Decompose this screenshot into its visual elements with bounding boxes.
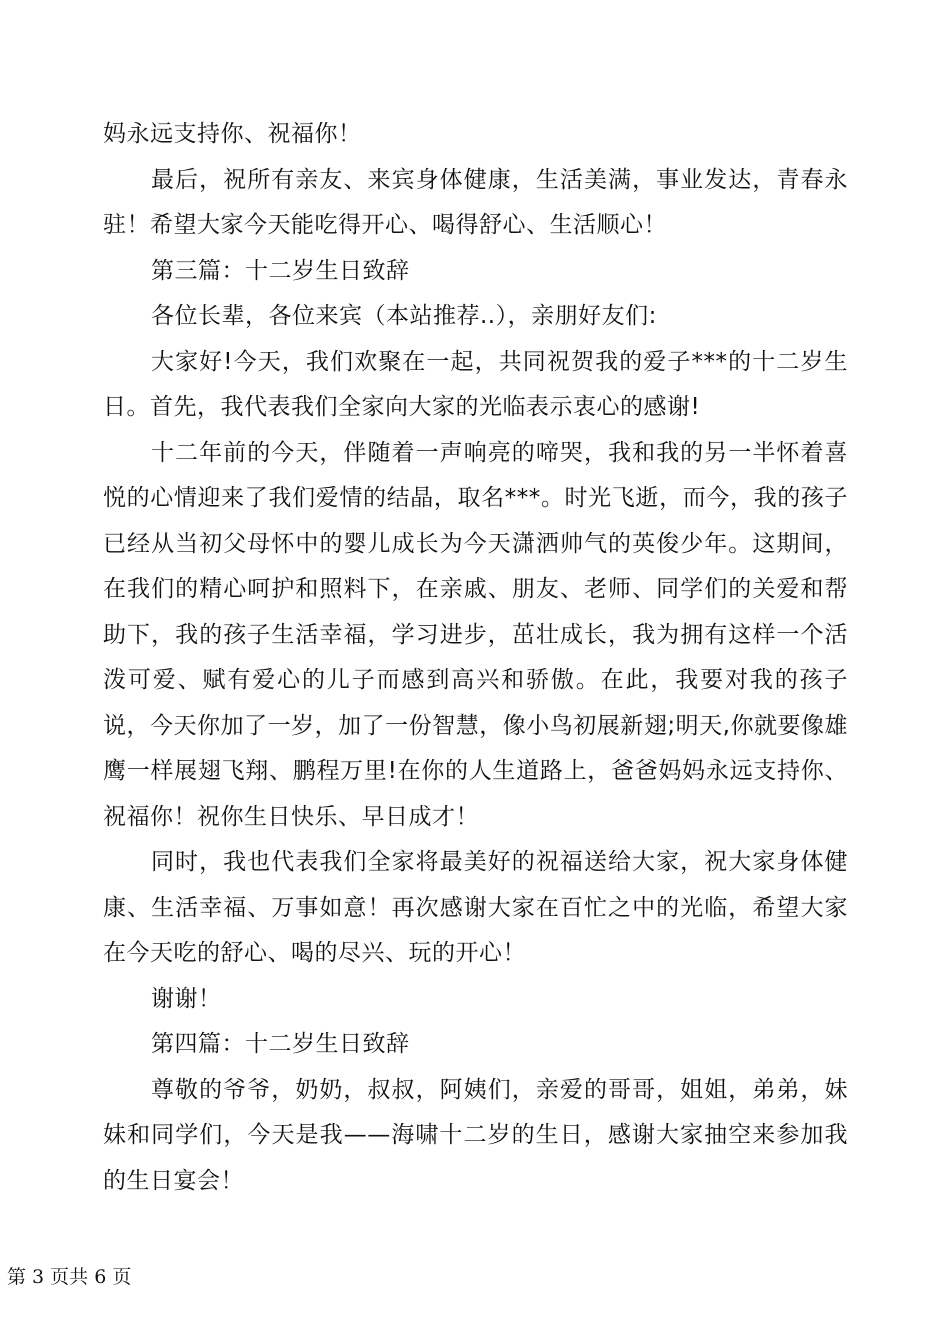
paragraph-opening-address: 尊敬的爷爷，奶奶，叔叔，阿姨们，亲爱的哥哥，姐姐，弟弟，妹妹和同学们，今天是我——海啸十二岁的生日，感谢大家抽空来参加我的生日宴会！ <box>103 1076 848 1194</box>
section-heading-part-four: 第四篇：十二岁生日致辞 <box>151 1031 410 1057</box>
page-number-footer: 第 3 页共 6 页 <box>7 1266 132 1288</box>
paragraph-twelve-years-ago: 十二年前的今天，伴随着一声响亮的啼哭，我和我的另一半怀着喜悦的心情迎来了我们爱情的结晶，取名***。时光飞逝，而今，我的孩子已经从当初父母怀中的婴儿成长为今天潇洒帅气的英俊少年。这期间，在我们的精心呵护和照料下，在亲戚、朋友、老师、同学们的关爱和帮助下，我的孩子生活幸福，学习进步，茁壮成长，我为拥有这样一个活泼可爱、赋有爱心的儿子而感到高兴和骄傲。在此，我要对我的孩子说，今天你加了一岁，加了一份智慧，像小鸟初展新翅;明天,你就要像雄鹰一样展翅飞翔、鹏程万里!在你的人生道路上，爸爸妈妈永远支持你、祝福你！祝你生日快乐、早日成才！ <box>103 439 848 830</box>
document-body <box>103 112 848 1204</box>
section-heading-part-three: 第三篇：十二岁生日致辞 <box>151 257 410 284</box>
paragraph-salutation: 各位长辈，各位来宾（本站推荐..），亲朋好友们: <box>151 303 657 329</box>
paragraph-thanks: 谢谢！ <box>151 985 222 1012</box>
paragraph-blessings: 同时，我也代表我们全家将最美好的祝福送给大家，祝大家身体健康、生活幸福、万事如意！再次感谢大家在百忙之中的光临，希望大家在今天吃的舒心、喝的尽兴、玩的开心！ <box>103 849 848 966</box>
paragraph-continuation: 妈永远支持你、祝福你！ <box>103 121 362 147</box>
paragraph-greeting: 大家好!今天，我们欢聚在一起，共同祝贺我的爱子***的十二岁生日。首先，我代表我们全家向大家的光临表示衷心的感谢! <box>103 348 848 420</box>
paragraph-closing-wishes: 最后，祝所有亲友、来宾身体健康，生活美满，事业发达，青春永驻！希望大家今天能吃得开心、喝得舒心、生活顺心！ <box>103 166 848 238</box>
